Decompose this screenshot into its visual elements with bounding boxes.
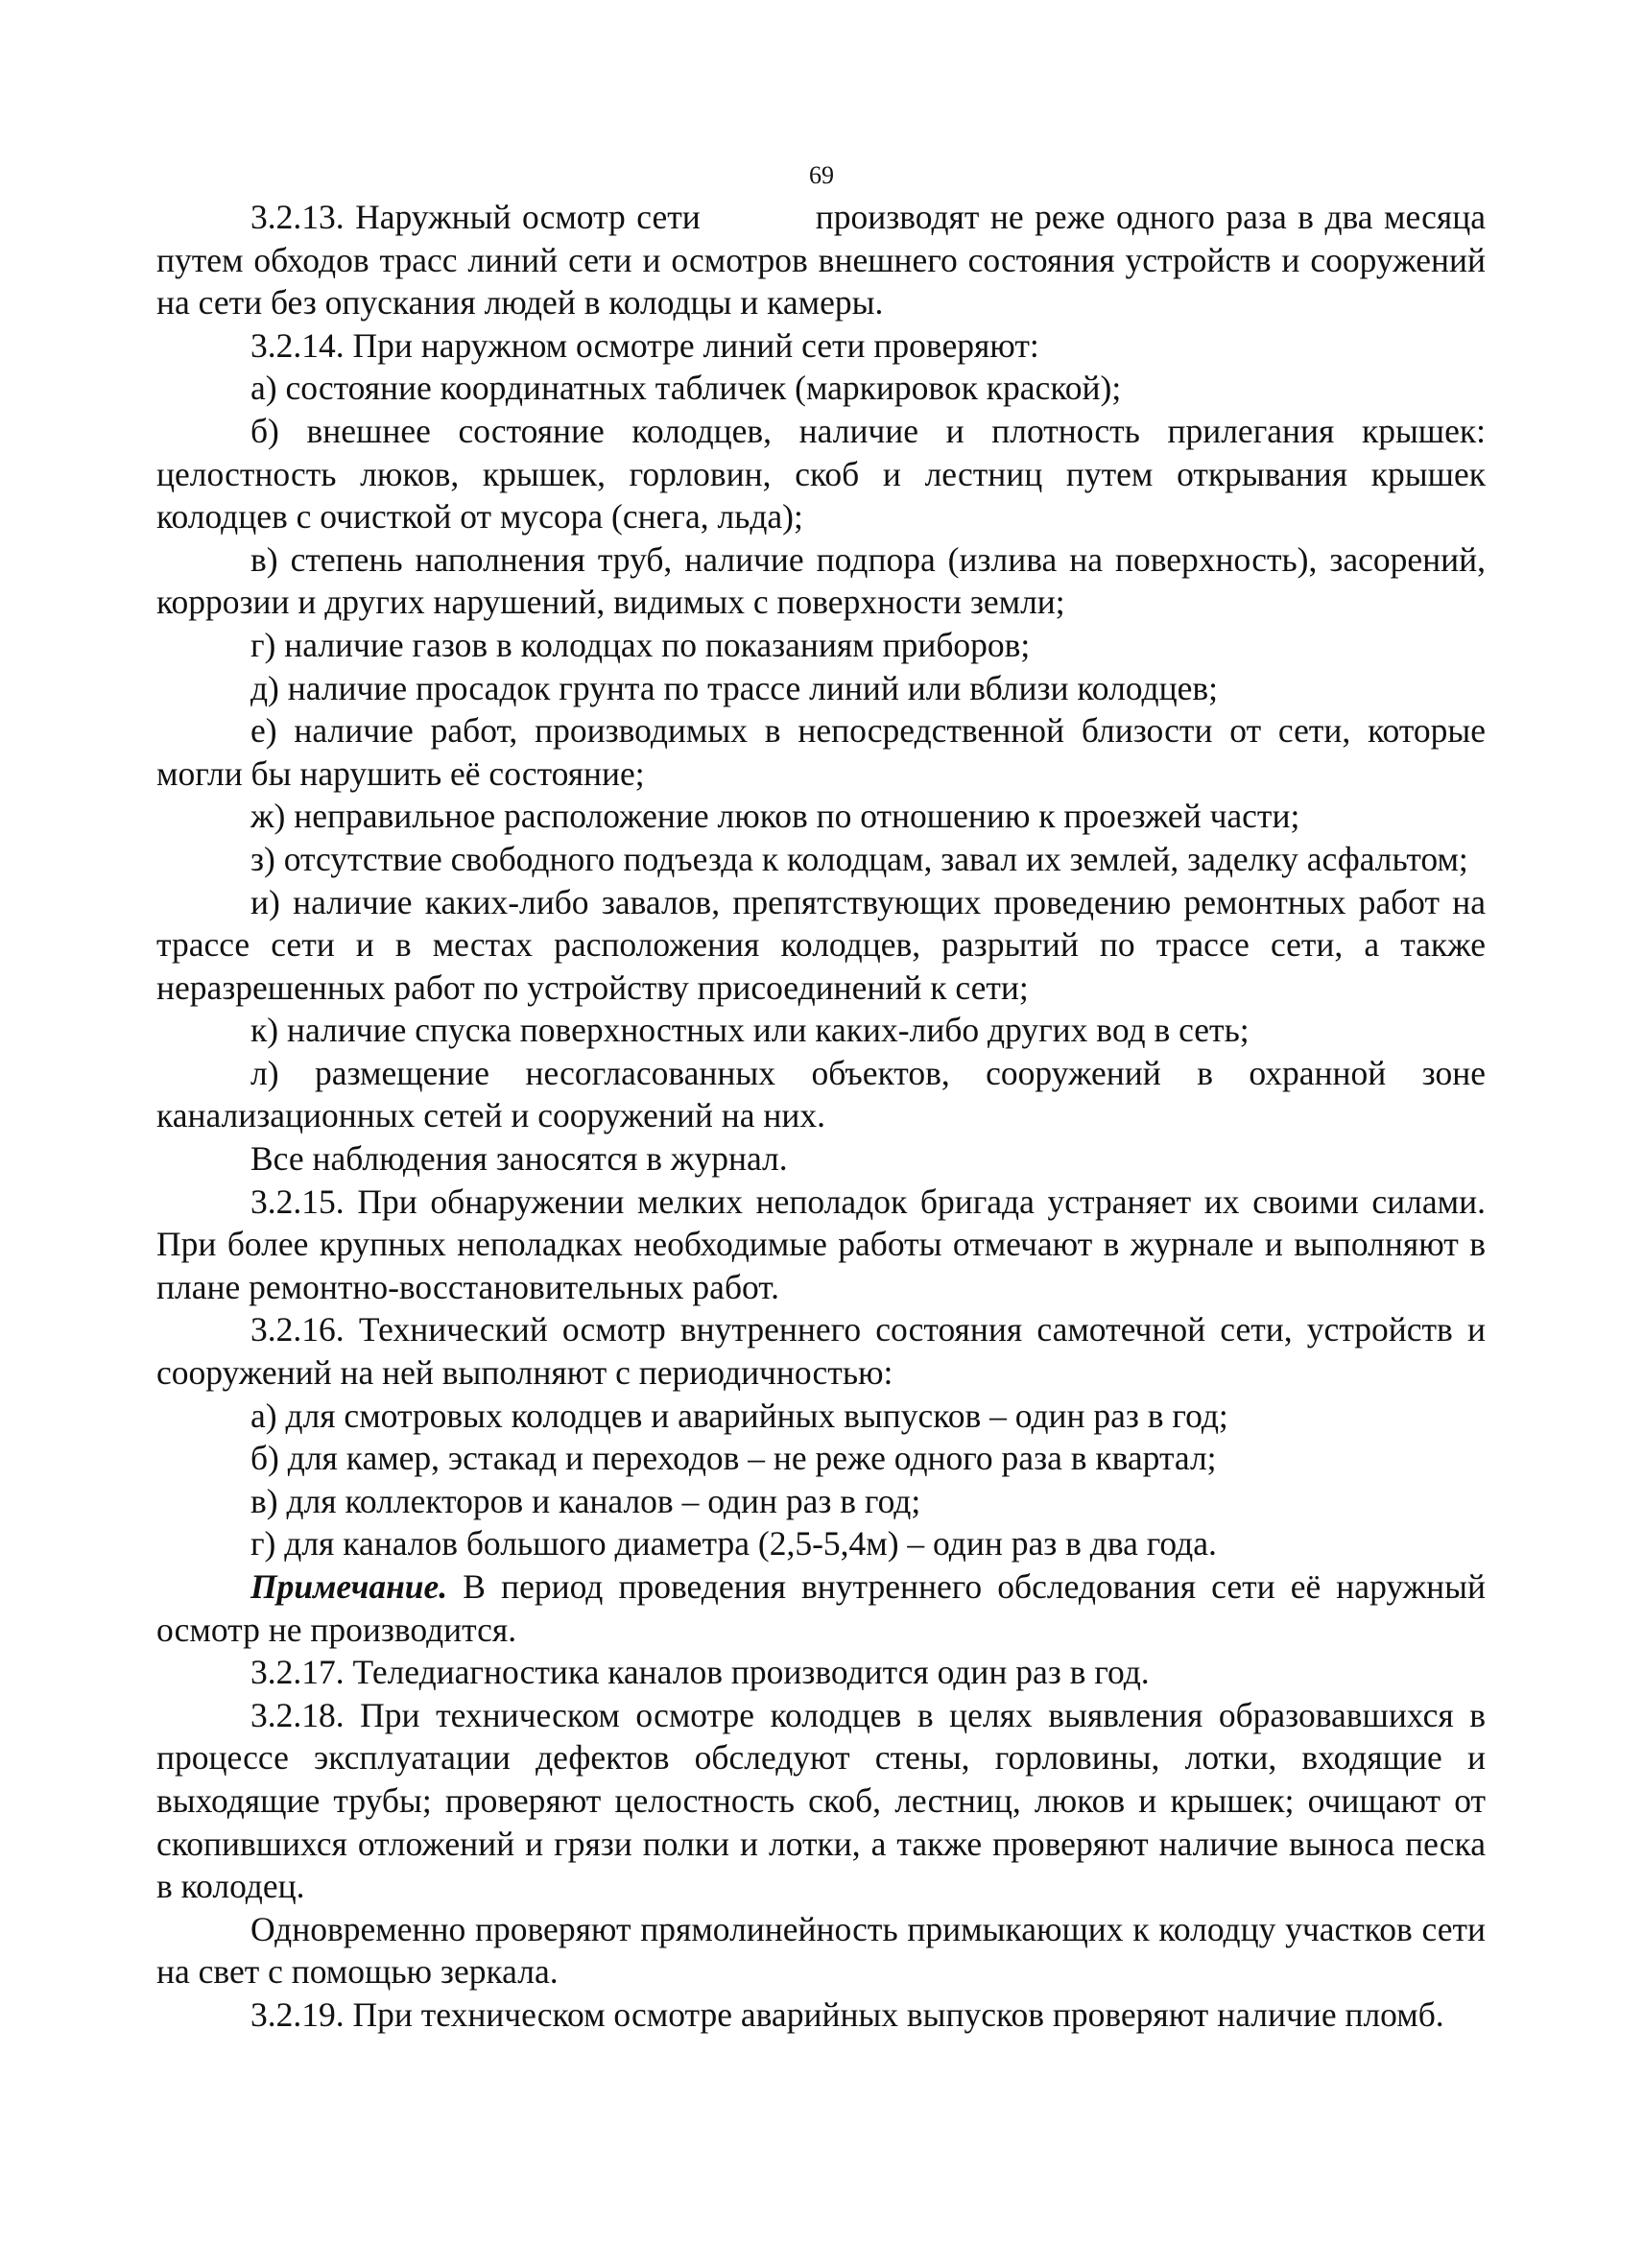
list-item-g: г) наличие газов в колодцах по показаниям приборов; <box>250 625 1031 664</box>
note-text: В период проведения внутреннего обследования сети её наружный осмотр не производится. <box>156 1567 1487 1649</box>
paragraph-3-2-15: 3.2.15. При обнаружении мелких неполадок бригада устраняет их своими силами. При более крупных неполадках необходимые работы отмечают в журнале и выполняют в плане ремонтно-восстановительных работ. <box>156 1182 1486 1306</box>
list-item-zh: ж) неправильное расположение люков по отношению к проезжей части; <box>250 797 1300 836</box>
list-item-e: е) наличие работ, производимых в непосредственной близости от сети, которые могли бы нарушить её состояние; <box>156 711 1486 793</box>
simultaneous-check: Одновременно проверяют прямолинейность примыкающих к колодцу участков сети на свет с помощью зеркала. <box>156 1909 1486 1992</box>
page-number: 69 <box>809 161 834 189</box>
frequency-item-a: а) для смотровых колодцев и аварийных выпусков – один раз в год; <box>250 1396 1228 1435</box>
list-item-b: б) внешнее состояние колодцев, наличие и плотность прилегания крышек: целостность люков, крышек, горловин, скоб и лестниц путем открывания крышек колодцев с очисткой от мусора (снега, льда); <box>156 411 1486 537</box>
paragraph-3-2-16: 3.2.16. Технический осмотр внутреннего состояния самотечной сети, устройств и сооружений на ней выполняют с периодичностью: <box>156 1310 1486 1393</box>
list-item-a: а) состояние координатных табличек (маркировок краской); <box>250 369 1122 408</box>
paragraph-3-2-19: 3.2.19. При техническом осмотре аварийных выпусков проверяют наличие пломб. <box>250 1994 1444 2034</box>
paragraph-3-2-18: 3.2.18. При техническом осмотре колодцев в целях выявления образовавшихся в процессе эксплуатации дефектов обследуют стены, горловины, лотки, входящие и выходящие трубы; проверяют целостность скоб, лестниц, люков и крышек; очищают от скопившихся отложений и грязи полки и лотки, а также проверяют наличие выноса песка в колодец. <box>156 1695 1486 1906</box>
list-item-v: в) степень наполнения труб, наличие подпора (излива на поверхность), засорений, коррозии и других нарушений, видимых с поверхности земли; <box>156 539 1486 622</box>
observations-note: Все наблюдения заносятся в журнал. <box>250 1139 788 1179</box>
paragraph-3-2-13-start: 3.2.13. Наружный осмотр сети <box>250 198 701 236</box>
paragraph-3-2-14: 3.2.14. При наружном осмотре линий сети проверяют: <box>250 325 1039 365</box>
paragraph-3-2-13 <box>156 196 1486 324</box>
paragraph-3-2-13-end: производят не реже одного раза в два месяца путем обходов трасс линий сети и осмотров внешнего состояния устройств и сооружений на сети без опускания людей в колодцы и камеры. <box>156 198 1486 322</box>
list-item-d: д) наличие просадок грунта по трассе линий или вблизи колодцев; <box>250 668 1218 707</box>
note-paragraph <box>156 1565 1486 1651</box>
list-item-i: и) наличие каких-либо завалов, препятствующих проведению ремонтных работ на трассе сети и в местах расположения колодцев, разрытий по трассе сети, а также неразрешенных работ по устройству присоединений к сети; <box>156 882 1486 1007</box>
frequency-item-v: в) для коллекторов и каналов – один раз в год; <box>250 1481 921 1520</box>
list-item-l: л) размещение несогласованных объектов, сооружений в охранной зоне канализационных сетей и сооружений на них. <box>156 1053 1486 1135</box>
list-item-k: к) наличие спуска поверхностных или каких-либо других вод в сеть; <box>250 1011 1250 1050</box>
document-body <box>156 196 1486 2037</box>
list-item-z: з) отсутствие свободного подъезда к колодцам, завал их землей, заделку асфальтом; <box>250 839 1468 878</box>
frequency-item-b: б) для камер, эстакад и переходов – не реже одного раза в квартал; <box>250 1439 1217 1478</box>
note-label: Примечание. <box>250 1567 448 1606</box>
paragraph-3-2-17: 3.2.17. Теледиагностика каналов производится один раз в год. <box>250 1653 1150 1692</box>
frequency-item-g: г) для каналов большого диаметра (2,5-5,4м) – один раз в два года. <box>250 1524 1217 1564</box>
